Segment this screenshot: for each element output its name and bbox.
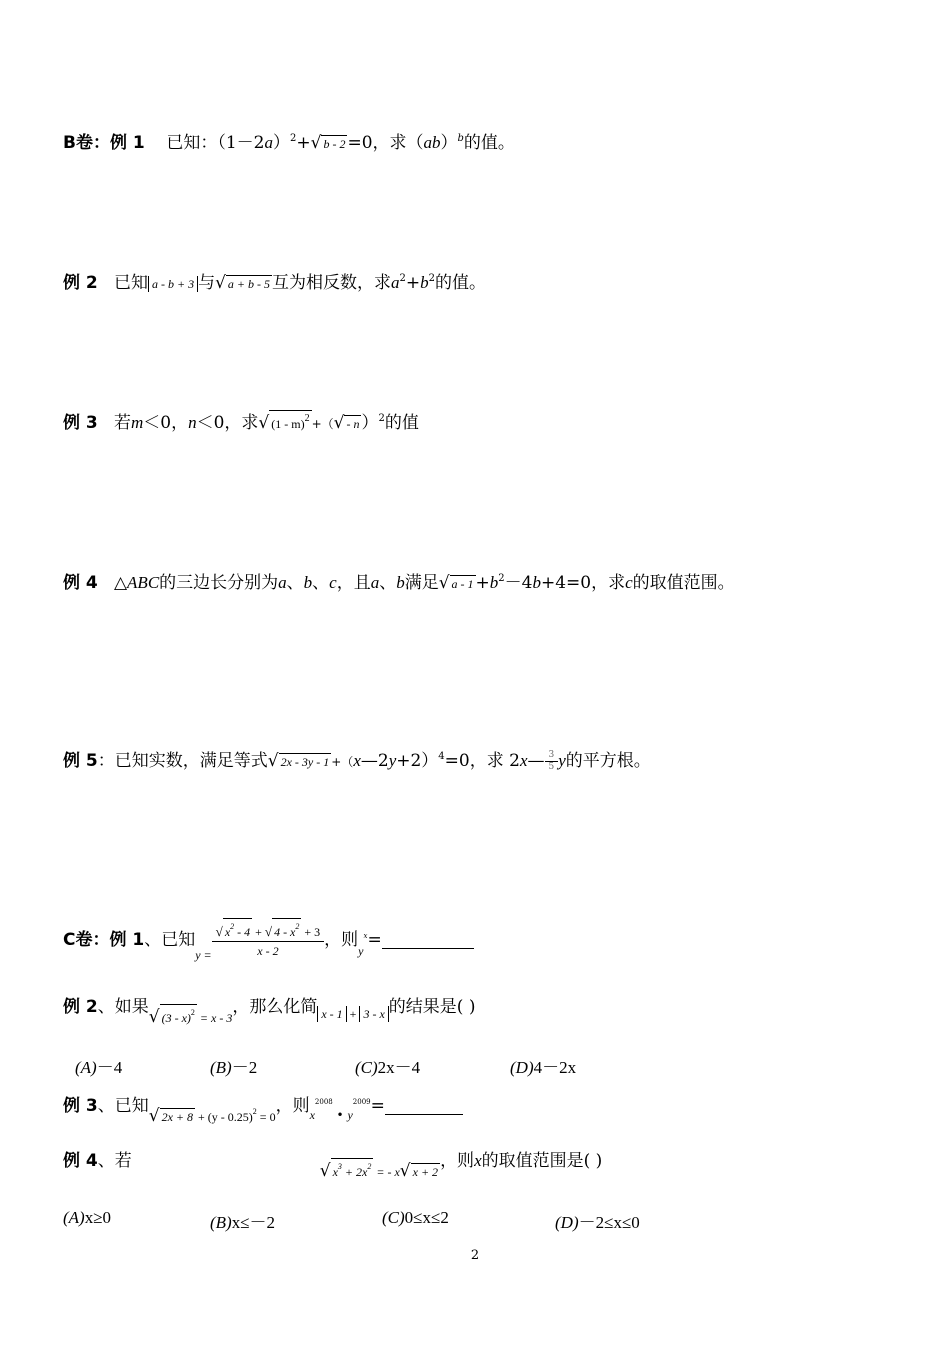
term: x — [309, 1108, 315, 1122]
exponent: 2 — [295, 922, 300, 931]
text: = — [367, 930, 382, 950]
example-label: 例 3 — [63, 1096, 98, 1116]
radical-sign: √ — [438, 573, 450, 593]
variable: m — [130, 413, 144, 432]
option-letter: (D) — [555, 1213, 579, 1232]
radical-sign: √ — [319, 1161, 331, 1181]
option-letter: (B) — [210, 1058, 232, 1077]
equation-rhs: = - x — [373, 1165, 400, 1179]
exponent: 3 — [337, 1162, 342, 1171]
exponent: 2008 — [314, 1098, 333, 1106]
radicand: - n — [346, 417, 360, 431]
text: 、 — [379, 573, 397, 593]
example-label: 例 1 — [109, 133, 145, 153]
radicand: b - 2 — [323, 137, 346, 151]
c-example-4 — [63, 1146, 920, 1181]
text: ） — [440, 133, 458, 153]
radical-sign: √ — [258, 413, 270, 433]
text: 的结果是( ) — [388, 997, 476, 1017]
text: ） — [361, 413, 379, 433]
radicand — [331, 1158, 374, 1180]
exponent: 2 — [289, 133, 297, 144]
radical-sign: √ — [310, 133, 322, 153]
text: ：已知实数，满足等式 — [97, 751, 268, 771]
option-text: x≤－2 — [231, 1213, 276, 1232]
option-b[interactable] — [210, 1208, 275, 1233]
text: +（ — [331, 755, 354, 769]
exponent: 2 — [428, 273, 435, 284]
absolute-value: a - b + 3 — [148, 276, 198, 292]
example-label: 例 4 — [63, 573, 98, 593]
radical-sign: √ — [148, 1007, 160, 1027]
text: 的平方根。 — [565, 751, 651, 771]
variable: n — [188, 413, 197, 432]
text: ，且 — [336, 573, 371, 593]
radicand-text: (3 - x) — [161, 1011, 191, 1025]
exponent: 2009 — [352, 1098, 371, 1106]
option-d[interactable] — [510, 1053, 576, 1078]
text: 的取值范围是( ) — [481, 1151, 603, 1171]
option-text: －2 — [231, 1058, 258, 1077]
section-c-label: C卷： — [63, 930, 110, 950]
text: ，则 — [324, 930, 359, 950]
text: 互为相反数，求 — [272, 273, 391, 293]
radicand: a - 1 — [451, 577, 474, 591]
exponent: 2 — [378, 413, 385, 424]
radicand: 2x - 3y - 1 — [280, 755, 330, 769]
radicand — [160, 1004, 197, 1026]
example-label: 例 2 — [63, 997, 98, 1017]
text: + — [296, 133, 311, 153]
radicand-text: x — [332, 1165, 338, 1179]
text: 、 — [286, 573, 304, 593]
example-label: 例 3 — [63, 413, 98, 433]
b-example-1 — [63, 124, 920, 154]
option-text: x≥0 — [84, 1208, 112, 1227]
variable: b — [489, 573, 499, 592]
variable: a — [370, 573, 380, 592]
b-example-5 — [63, 742, 920, 772]
variable: b — [420, 273, 429, 292]
radical-sign: √ — [399, 1161, 411, 1181]
radicand-text: + 2x — [341, 1165, 368, 1179]
power-base: y — [358, 944, 364, 958]
option-text: 4－2x — [533, 1058, 577, 1077]
text: －4 — [504, 573, 533, 593]
variable: x — [474, 1151, 482, 1170]
equation-rhs: = x - 3 — [196, 1011, 233, 1025]
radicand-text: x — [224, 925, 231, 939]
b-example-2 — [63, 264, 920, 294]
text: ，那么化简 — [232, 997, 318, 1017]
answer-blank[interactable] — [385, 1098, 463, 1115]
text: ，则 — [275, 1096, 310, 1116]
text: 与 — [198, 273, 216, 293]
text: 已知：（1－2 — [166, 133, 265, 153]
absolute-value: x - 1 — [317, 1006, 346, 1022]
radicand — [269, 410, 311, 432]
text: —2 — [360, 751, 389, 771]
variable: a — [278, 573, 287, 592]
exponent: 2 — [498, 573, 505, 584]
text: 、若 — [97, 1151, 132, 1171]
b-example-3 — [63, 404, 920, 434]
option-text: －4 — [96, 1058, 123, 1077]
c-example-1 — [63, 918, 920, 970]
option-letter: (B) — [210, 1213, 232, 1232]
radicand: x + 2 — [412, 1165, 439, 1179]
option-b[interactable] — [210, 1053, 257, 1078]
fraction — [212, 918, 325, 960]
b-example-4 — [63, 564, 920, 594]
c-example-3 — [63, 1087, 920, 1126]
text: ，则 — [440, 1151, 475, 1171]
text: 、已知 — [144, 930, 196, 950]
radical-sign: √ — [267, 751, 279, 771]
fraction-numerator — [212, 918, 325, 942]
variable: a — [264, 133, 273, 152]
fraction-denominator: x - 2 — [257, 944, 279, 958]
fraction-numerator: 3 — [545, 750, 559, 762]
text: 的三边长分别为 — [159, 573, 279, 593]
text: +2） — [396, 751, 439, 771]
option-text: 2x－4 — [377, 1058, 421, 1077]
text: 满足 — [404, 573, 439, 593]
radical-sign: √ — [215, 924, 223, 939]
text: 已知 — [113, 273, 148, 293]
c-example-2 — [63, 992, 920, 1027]
radical-sign: √ — [215, 273, 226, 293]
exponent: b — [457, 133, 464, 144]
option-letter: (D) — [510, 1058, 534, 1077]
radical-sign: √ — [148, 1106, 160, 1126]
variable: ab — [423, 133, 441, 152]
option-letter: (A) — [63, 1208, 85, 1227]
plus-sign: + — [346, 1007, 360, 1021]
page-number: 2 — [470, 1248, 480, 1263]
option-c[interactable] — [382, 1208, 449, 1228]
radicand — [272, 918, 301, 940]
option-letter: (C) — [355, 1058, 378, 1077]
fraction — [545, 750, 559, 773]
exponent: 2 — [230, 922, 235, 931]
text: 、 — [312, 573, 330, 593]
text: +（ — [311, 417, 334, 431]
section-b-label: B卷： — [63, 133, 110, 153]
text: = — [370, 1096, 385, 1116]
text: 的值。 — [463, 133, 515, 153]
text: 的值。 — [435, 273, 486, 293]
variable: x — [353, 751, 361, 770]
radical-sign: √ — [333, 413, 345, 433]
variable: y — [558, 751, 566, 770]
text: + — [405, 273, 421, 293]
example-label: 例 4 — [63, 1151, 98, 1171]
text: △ — [113, 573, 128, 593]
radicand-text: - 4 — [234, 925, 251, 939]
example-label: 例 1 — [109, 930, 145, 950]
exponent: 2 — [190, 1008, 195, 1017]
text: =0，求（ — [347, 133, 424, 153]
text: 若 — [113, 413, 131, 433]
option-c[interactable] — [355, 1053, 420, 1078]
text: 的取值范围。 — [632, 573, 735, 593]
option-text: 0≤x≤2 — [404, 1208, 449, 1227]
option-d[interactable] — [555, 1208, 640, 1233]
dot-operator: • — [332, 1108, 348, 1122]
power-exponent: x — [363, 932, 368, 940]
answer-blank[interactable] — [382, 932, 474, 949]
fraction-denominator: 5 — [548, 762, 555, 772]
option-a[interactable] — [63, 1208, 111, 1228]
variable: x — [519, 751, 528, 770]
exponent: 2 — [367, 1162, 372, 1171]
exponent: 2 — [399, 273, 406, 284]
exponent: 4 — [438, 751, 445, 762]
text: 、如果 — [97, 997, 149, 1017]
radical-sign: √ — [264, 924, 273, 939]
variable: y — [388, 751, 397, 770]
variable: ABC — [127, 573, 160, 592]
radicand: a + b - 5 — [227, 277, 270, 291]
option-letter: (A) — [75, 1058, 97, 1077]
equation-lhs: y = — [195, 948, 212, 962]
text: =0，求 2 — [444, 751, 520, 771]
absolute-value: 3 - x — [359, 1006, 388, 1022]
variable: b — [303, 573, 313, 592]
exponent: 2 — [304, 413, 310, 424]
exponent: 2 — [252, 1107, 257, 1116]
text: + — [475, 573, 490, 593]
equation-rhs: = 0 — [256, 1110, 276, 1124]
example-label: 例 2 — [63, 273, 98, 293]
option-letter: (C) — [382, 1208, 405, 1227]
equation-text: + (y - 0.25) — [195, 1110, 253, 1124]
variable: b — [396, 573, 405, 592]
radicand: 2x + 8 — [161, 1110, 194, 1124]
variable: c — [625, 573, 633, 592]
text: ＜0，求 — [196, 413, 259, 433]
example-label: 例 5 — [63, 751, 98, 771]
text: +4=0，求 — [541, 573, 626, 593]
radicand-text: 4 - x — [274, 925, 296, 939]
variable: b — [532, 573, 541, 592]
radicand-text: (1 - m) — [271, 417, 305, 431]
numerator-text: + 3 — [301, 925, 321, 939]
text: ） — [272, 133, 290, 153]
plus-sign: + — [252, 925, 265, 939]
option-a[interactable] — [75, 1053, 122, 1078]
text: ＜0， — [143, 413, 189, 433]
variable: c — [329, 573, 337, 592]
text: — — [527, 751, 545, 771]
radicand — [223, 918, 252, 940]
text: 的值 — [384, 413, 419, 433]
equation-rest — [195, 1107, 276, 1124]
variable: a — [391, 273, 400, 292]
term: y — [347, 1108, 353, 1122]
text: 、已知 — [97, 1096, 149, 1116]
option-text: －2≤x≤0 — [578, 1213, 640, 1232]
